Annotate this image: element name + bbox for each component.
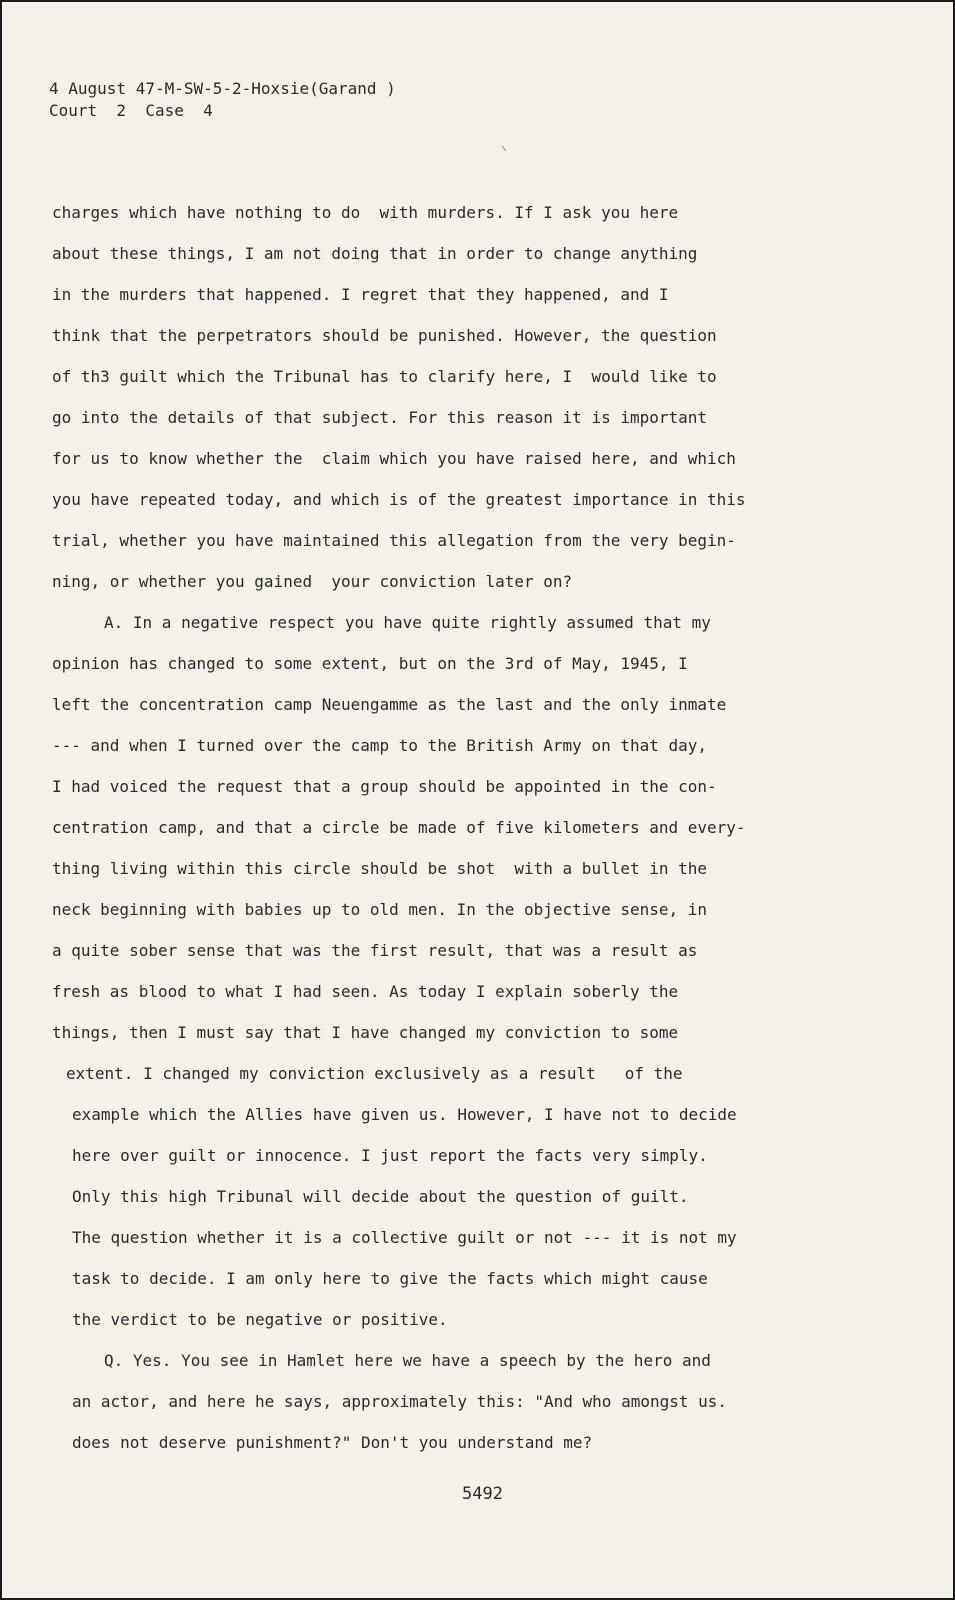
question-first-line: Q. Yes. You see in Hamlet here we have a speech by the hero and <box>104 1351 711 1370</box>
document-header <box>49 78 396 122</box>
text-line: go into the details of that subject. For this reason it is important <box>52 408 708 427</box>
text-line: opinion has changed to some extent, but on the 3rd of May, 1945, I <box>52 654 688 673</box>
text-line: left the concentration camp Neuengamme as the last and the only inmate <box>52 695 727 714</box>
text-line: in the murders that happened. I regret that they happened, and I <box>52 285 669 304</box>
text-line: here over guilt or innocence. I just report the facts very simply. <box>72 1146 708 1165</box>
text-line: fresh as blood to what I had seen. As today I explain soberly the <box>52 982 679 1001</box>
text-line: neck beginning with babies up to old men. In the objective sense, in <box>52 900 708 919</box>
text-line: things, then I must say that I have changed my conviction to some <box>52 1023 679 1042</box>
text-line: about these things, I am not doing that in order to change anything <box>52 244 698 263</box>
text-line: charges which have nothing to do with murders. If I ask you here <box>52 203 679 222</box>
text-line: extent. I changed my conviction exclusively as a result of the <box>66 1064 683 1083</box>
text-line: does not deserve punishment?" Don't you understand me? <box>72 1433 593 1452</box>
text-line: think that the perpetrators should be punished. However, the question <box>52 326 717 345</box>
answer-first-line: A. In a negative respect you have quite rightly assumed that my <box>104 613 711 632</box>
text-line: --- and when I turned over the camp to the British Army on that day, <box>52 736 708 755</box>
text-line: a quite sober sense that was the first result, that was a result as <box>52 941 698 960</box>
text-line: task to decide. I am only here to give the facts which might cause <box>72 1269 708 1288</box>
text-line: Only this high Tribunal will decide about the question of guilt. <box>72 1187 689 1206</box>
header-line-date-ref: 4 August 47-M-SW-5-2-Hoxsie(Garand ) <box>49 79 396 98</box>
text-line: thing living within this circle should be shot with a bullet in the <box>52 859 708 878</box>
text-line: you have repeated today, and which is of the greatest importance in this <box>52 490 746 509</box>
text-line: centration camp, and that a circle be made of five kilometers and every- <box>52 818 746 837</box>
text-line: for us to know whether the claim which you have raised here, and which <box>52 449 736 468</box>
text-line: ning, or whether you gained your conviction later on? <box>52 572 573 591</box>
text-line: an actor, and here he says, approximately this: "And who amongst us. <box>72 1392 728 1411</box>
text-line: I had voiced the request that a group should be appointed in the con- <box>52 777 717 796</box>
text-line: example which the Allies have given us. However, I have not to decide <box>72 1105 737 1124</box>
header-line-court-case: Court 2 Case 4 <box>49 101 213 120</box>
page-number: 5492 <box>462 1484 503 1504</box>
text-line: trial, whether you have maintained this allegation from the very begin- <box>52 531 736 550</box>
text-line: The question whether it is a collective guilt or not --- it is not my <box>72 1228 737 1247</box>
text-line: of th3 guilt which the Tribunal has to clarify here, I would like to <box>52 367 717 386</box>
text-line: the verdict to be negative or positive. <box>72 1310 448 1329</box>
stray-mark <box>502 143 510 151</box>
transcript-body <box>52 192 912 1463</box>
